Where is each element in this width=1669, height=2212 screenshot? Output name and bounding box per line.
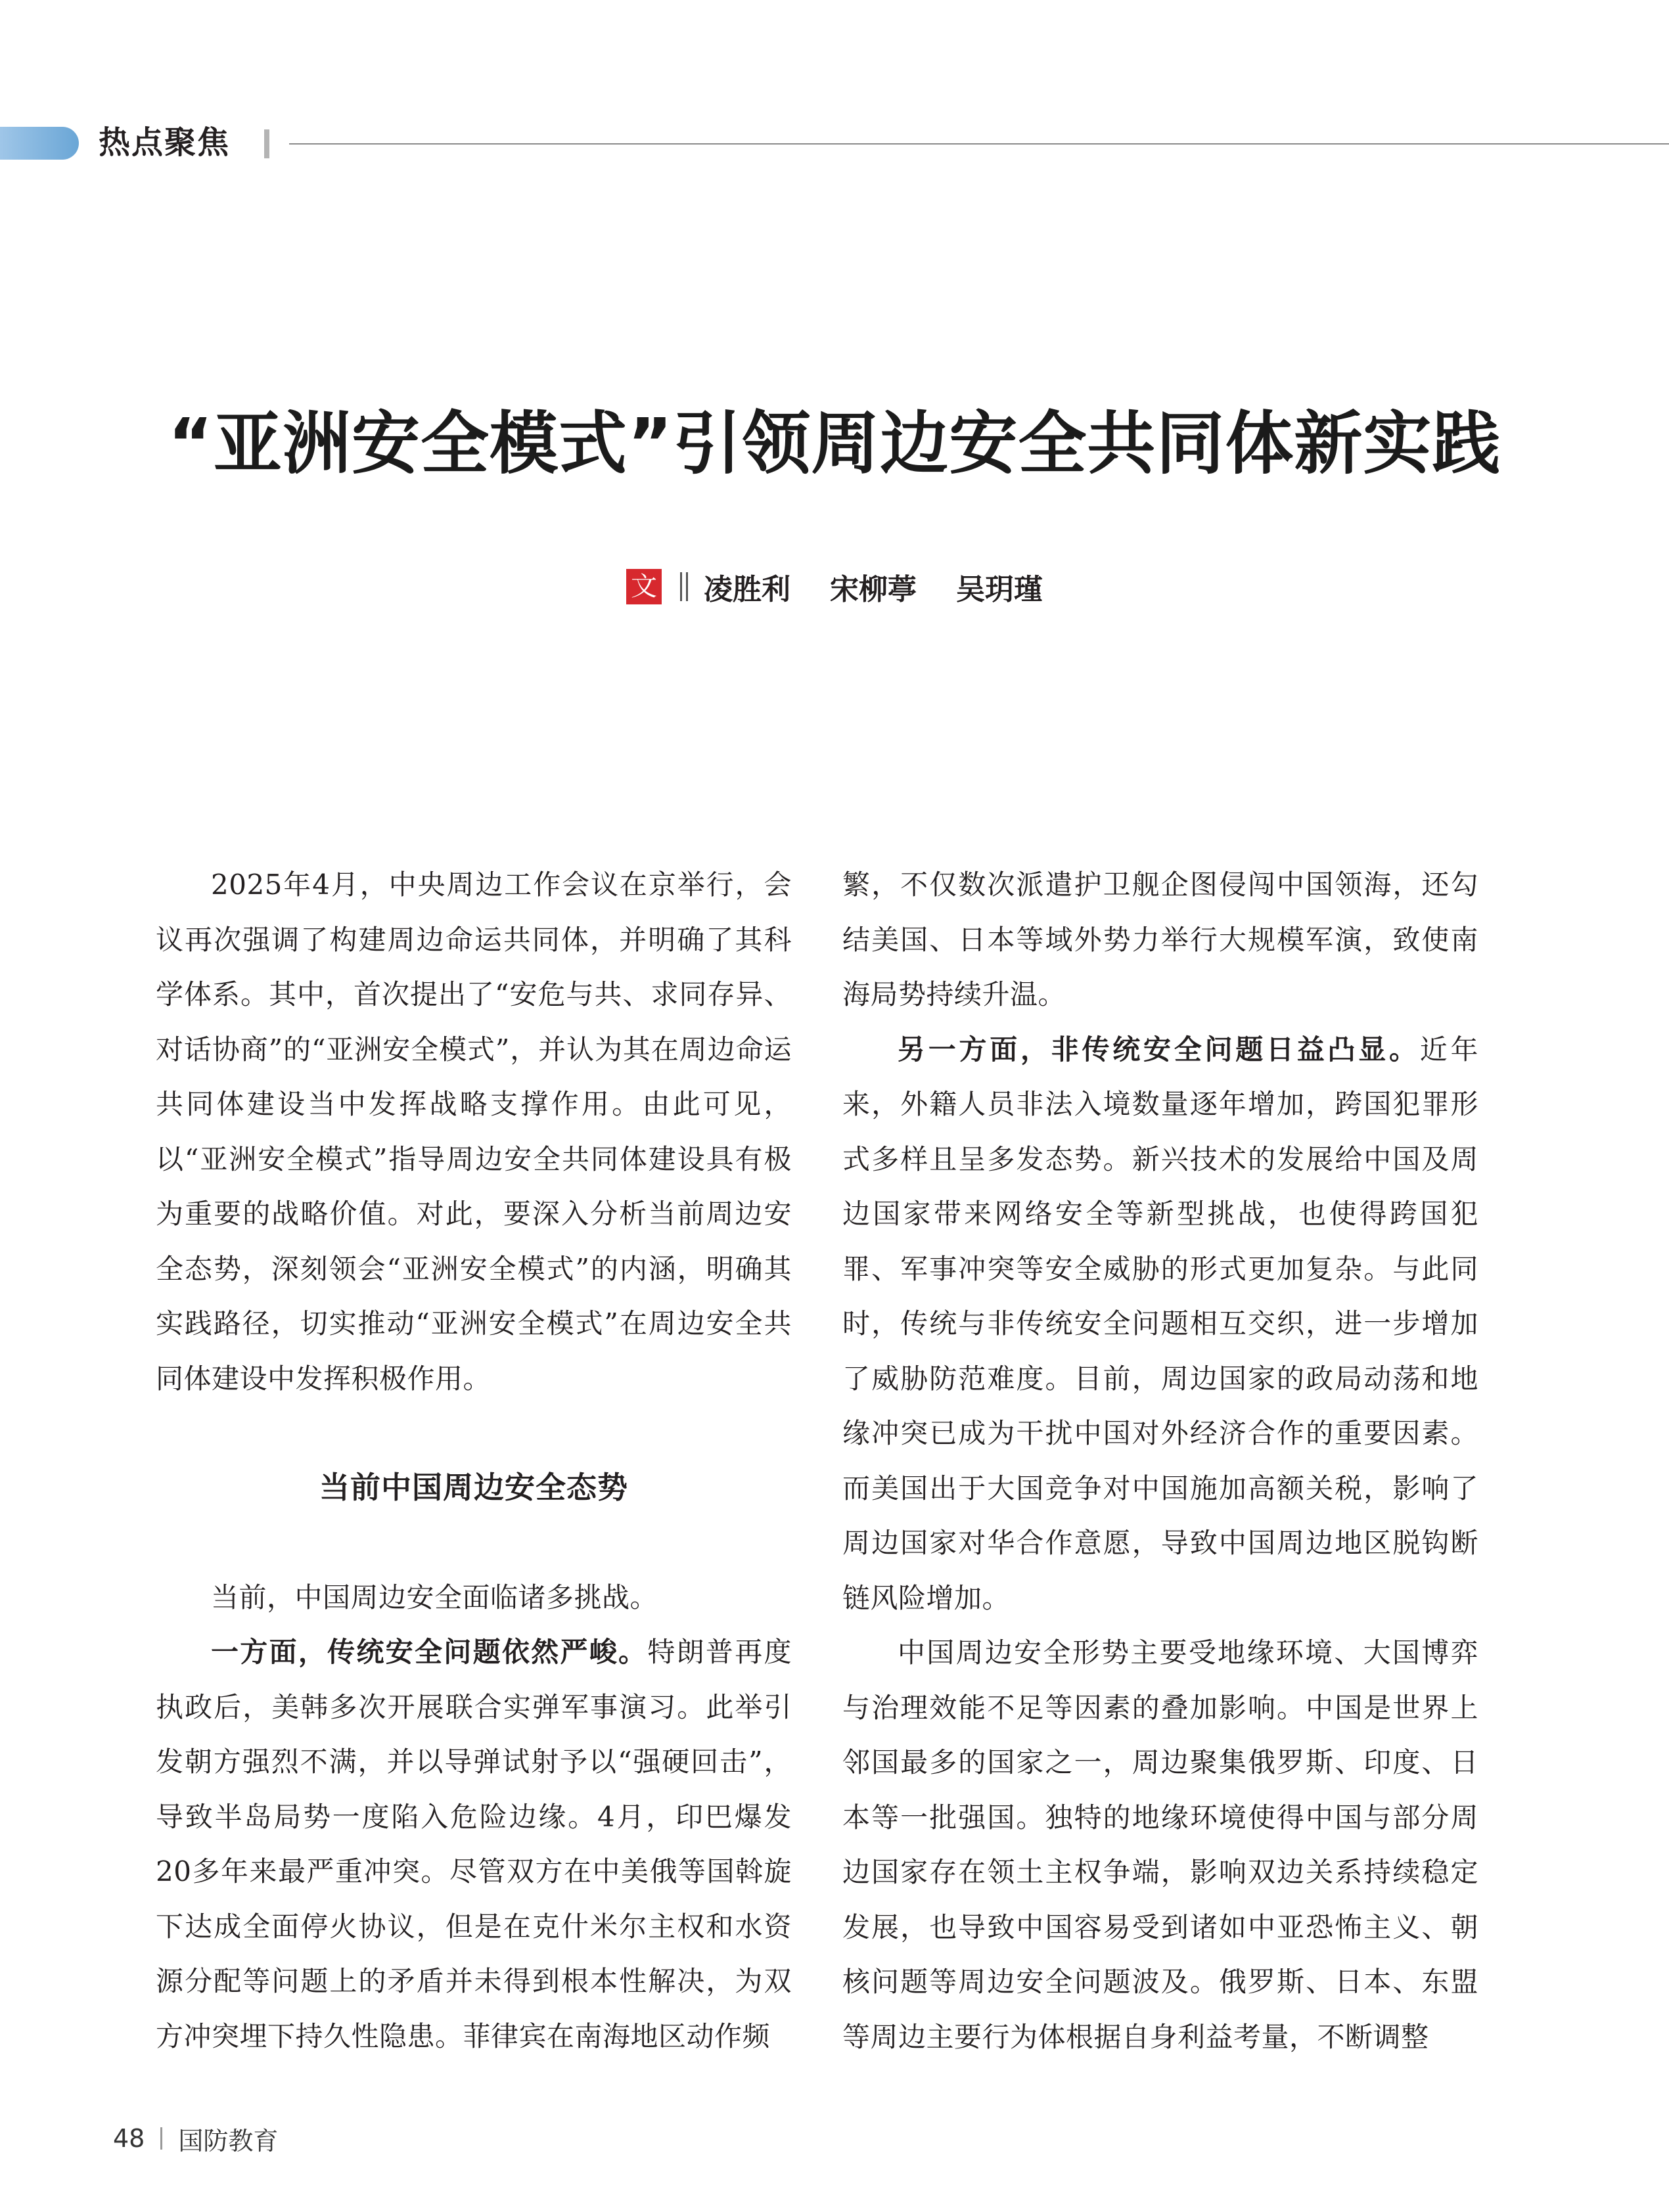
header-accent-tab	[0, 127, 79, 160]
paragraph-continuation: 繁，不仅数次派遣护卫舰企图侵闯中国领海，还勾结美国、日本等域外势力举行大规模军演，致使南海局势持续升温。	[842, 869, 1478, 1010]
author-name: 吴玥瑾	[956, 573, 1043, 606]
paragraph-text: 近年来，外籍人员非法入境数量逐年增加，跨国犯罪形式多样且呈多发态势。新兴技术的发展给中国及周边国家带来网络安全等新型挑战，也使得跨国犯罪、军事冲突等安全威胁的形式更加复杂。与此同时，传统与非传统安全问题相互交织，进一步增加了威胁防范难度。目前，周边国家的政局动荡和地缘冲突已成为干扰中国对外经济合作的重要因素。而美国出于大国竞争对中国施加高额关税，影响了周边国家对华合作意愿，导致中国周边地区脱钩断链风险增加。	[842, 1033, 1478, 1614]
byline	[0, 566, 1669, 607]
byline-badge: 文	[626, 569, 662, 604]
footer-separator	[160, 2127, 162, 2150]
nontraditional-security-paragraph	[842, 1022, 1478, 1626]
traditional-security-paragraph	[156, 1625, 792, 2064]
intro-paragraph: 2025年4月，中央周边工作会议在京举行，会议再次强调了构建周边命运共同体，并明确了其科学体系。其中，首次提出了“安危与共、求同存异、对话协商”的“亚洲安全模式”，并认为其在周边命运共同体建设当中发挥战略支撑作用。由此可见，以“亚洲安全模式”指导周边安全共同体建设具有极为重要的战略价值。对此，要深入分析当前周边安全态势，深刻领会“亚洲安全模式”的内涵，明确其实践路径，切实推动“亚洲安全模式”在周边安全共同体建设中发挥积极作用。	[156, 869, 792, 1395]
article-title: “亚洲安全模式”引领周边安全共同体新实践	[168, 403, 1501, 484]
section-tag: 热点聚焦	[99, 124, 231, 161]
publication-name: 国防教育	[178, 2126, 279, 2156]
page-number: 48	[113, 2124, 145, 2153]
factors-paragraph: 中国周边安全形势主要受地缘环境、大国博弈与治理效能不足等因素的叠加影响。中国是世界上邻国最多的国家之一，周边聚集俄罗斯、印度、日本等一批强国。独特的地缘环境使得中国与部分周边国家存在领土主权争端，影响双边关系持续稳定发展，也导致中国容易受到诸如中亚恐怖主义、朝核问题等周边安全问题波及。俄罗斯、日本、东盟等周边主要行为体根据自身利益考量，不断调整	[842, 1636, 1478, 2053]
header-rule	[289, 143, 1669, 145]
byline-separator	[680, 572, 688, 601]
paragraph-lead: 一方面，传统安全问题依然严峻。	[211, 1636, 648, 1668]
paragraph-lead: 另一方面，非传统安全问题日益凸显。	[898, 1033, 1420, 1066]
page-footer	[113, 2119, 278, 2158]
author-name: 凌胜利	[704, 573, 790, 606]
author-name: 宋柳葶	[830, 573, 917, 606]
section-heading: 当前中国周边安全态势	[319, 1470, 628, 1505]
body-column-left	[156, 857, 792, 2064]
challenges-paragraph: 当前，中国周边安全面临诸多挑战。	[211, 1581, 658, 1614]
section-tag-divider	[264, 129, 269, 158]
paragraph-text: 特朗普再度执政后，美韩多次开展联合实弹军事演习。此举引发朝方强烈不满，并以导弹试射予以“强硬回击”，导致半岛局势一度陷入危险边缘。4月，印巴爆发20多年来最严重冲突。尽管双方在中美俄等国斡旋下达成全面停火协议，但是在克什米尔主权和水资源分配等问题上的矛盾并未得到根本性解决，为双方冲突埋下持久性隐患。菲律宾在南海地区动作频	[156, 1636, 792, 2052]
body-column-right	[842, 857, 1478, 2064]
